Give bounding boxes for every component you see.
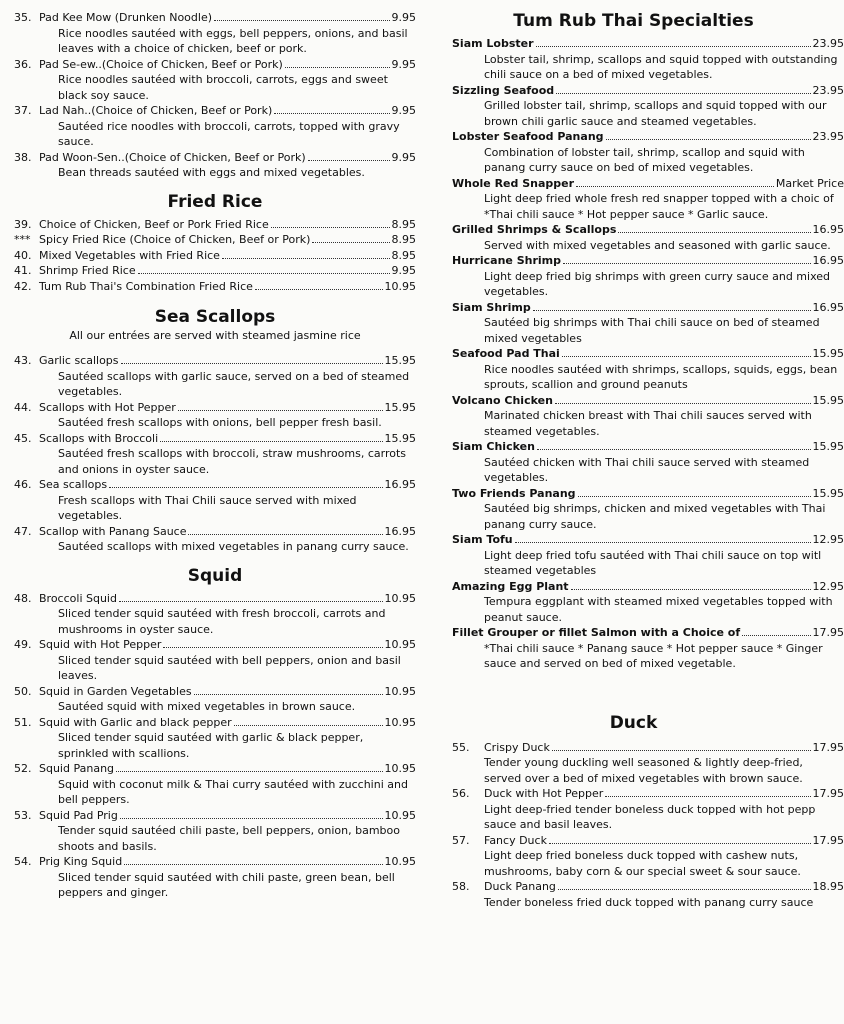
menu-item [14,279,416,295]
dot-leader [121,363,383,364]
menu-item [14,232,416,248]
dot-leader [618,232,810,233]
item-price: 10.95 [384,638,416,651]
fried-rice-list [14,217,416,295]
item-description: Light deep fried boneless duck topped with cashew nuts, mushrooms, baby corn & our special sweet & sour sauce. [484,849,801,878]
squid-list [14,591,416,901]
item-price: 10.95 [384,808,416,822]
menu-item [14,431,416,478]
menu-item [452,833,844,880]
menu-item [14,10,416,57]
item-description: Sautéed scallops with mixed vegetables in panang curry sauce. [58,540,409,553]
item-name: Shrimp Fried Rice [39,264,136,277]
item-name: Siam Chicken [452,440,535,453]
item-description: Sautéed big shrimps, chicken and mixed vegetables with Thai panang curry sauce. [484,502,826,531]
menu-item [452,346,844,393]
menu-item [452,625,844,672]
scallops-list [14,353,416,555]
item-number: 41. [14,264,32,277]
item-price: 15.95 [384,354,416,367]
menu-item [14,353,416,400]
item-price: 8.95 [391,217,416,231]
menu-item [14,248,416,264]
dot-leader [116,771,382,772]
item-name: Pad Se-ew..(Choice of Chicken, Beef or Pork) [39,57,283,71]
dot-leader [555,403,811,404]
menu-item [452,439,844,486]
section-title-squid: Squid [187,565,243,586]
item-price: 15.95 [812,440,844,453]
item-number: *** [14,233,31,246]
item-number: 47. [14,524,32,538]
item-number: 35. [14,11,32,24]
item-name: Siam Lobster [452,37,534,50]
item-price: 10.95 [384,591,416,605]
menu-item [14,854,416,901]
dot-leader [271,227,390,228]
item-number: 55. [452,740,470,754]
menu-item [14,524,416,555]
item-price: 15.95 [812,347,844,360]
item-name: Scallops with Hot Pepper [39,400,176,414]
menu-item [14,715,416,762]
dot-leader [605,796,810,797]
item-price: 9.95 [391,150,416,164]
item-number: 37. [14,104,32,117]
item-name: Squid with Hot Pepper [39,638,162,651]
item-price: 23.95 [812,130,844,143]
dot-leader [562,356,811,357]
item-description: *Thai chili sauce * Panang sauce * Hot pepper sauce * Ginger sauce and served on bed of mixed vegetable. [484,641,823,670]
item-name: Amazing Egg Plant [452,579,569,593]
item-description: Rice noodles sautéed with broccoli, carrots, eggs and sweet black soy sauce. [58,73,388,102]
item-price: 8.95 [391,233,416,246]
item-name: Pad Kee Mow (Drunken Noodle) [39,11,212,24]
item-price: 10.95 [384,855,416,868]
menu-item [14,477,416,524]
dot-leader [571,589,811,590]
item-price: 16.95 [812,300,844,314]
dot-leader [549,843,811,844]
item-price: 17.95 [812,833,844,847]
menu-item [14,684,416,715]
item-price: 10.95 [384,279,416,293]
menu-item [452,786,844,833]
item-name: Choice of Chicken, Beef or Pork Fried Rice [39,217,269,231]
dot-leader [194,694,383,695]
item-name: Whole Red Snapper [452,176,575,190]
item-price: 23.95 [812,83,844,97]
item-description: Tender boneless fried duck topped with panang curry sauce [484,895,814,909]
item-name: Spicy Fried Rice (Choice of Chicken, Beef or Pork) [39,233,311,246]
dot-leader [285,67,390,68]
item-description: Sautéed rice noodles with broccoli, carrots, topped with gravy sauce. [58,119,400,148]
duck-list [452,740,844,911]
dot-leader [119,601,383,602]
dot-leader [563,263,810,264]
dot-leader [222,258,390,259]
item-name: Sizzling Seafood [452,83,555,97]
item-description: Squid with coconut milk & Thai curry sautéed with zucchini and bell peppers. [58,777,408,806]
item-description: Combination of lobster tail, shrimp, scallop and squid with panang curry sauce on bed of mixed vegetables. [484,145,805,174]
section-title-sea-scallops: Sea Scallops [154,307,276,327]
item-description: Sliced tender squid sautéed with garlic & black pepper, sprinkled with scallions. [58,731,364,760]
item-description: Sautéed fresh scallops with broccoli, straw mushrooms, carrots and onions in oyster sauce. [58,447,407,476]
item-price: 15.95 [812,393,844,407]
item-name: Scallops with Broccoli [39,431,159,445]
item-name: Squid with Garlic and black pepper [39,715,232,729]
item-description: Tender young duckling well seasoned & lightly deep-fried, served over a bed of mixed vegetables with brown sauce. [484,756,803,785]
dot-leader [138,273,390,274]
item-number: 57. [452,833,470,847]
item-number: 54. [14,855,32,868]
menu-item [452,253,844,300]
dot-leader [214,20,390,21]
item-price: 17.95 [812,740,844,754]
item-price: Market Price [775,176,844,190]
item-number: 38. [14,150,32,164]
item-price: 12.95 [812,579,844,593]
item-description: Light deep-fried tender boneless duck topped with hot pepp sauce and basil leaves. [484,802,816,831]
menu-item [14,400,416,431]
dot-leader [308,160,390,161]
item-description: Sliced tender squid sautéed with bell peppers, onion and basil leaves. [58,653,401,682]
item-price: 9.95 [391,57,416,71]
item-description: Sautéed fresh scallops with onions, bell pepper fresh basil. [58,416,382,429]
item-name: Siam Tofu [452,533,513,546]
dot-leader [312,242,389,243]
item-number: 56. [452,787,470,800]
right-column [423,0,844,910]
item-name: Mixed Vegetables with Fried Rice [39,248,220,262]
item-number: 51. [14,715,32,729]
item-description: Sliced tender squid sautéed with chili paste, green bean, bell peppers and ginger. [58,870,395,899]
item-price: 9.95 [391,11,416,24]
item-name: Siam Shrimp [452,300,531,314]
item-description: Light deep fried tofu sautéed with Thai chili sauce on top witl steamed vegetables [484,548,822,577]
item-price: 12.95 [812,533,844,546]
menu-item [14,57,416,104]
dot-leader [160,441,382,442]
menu-item [452,486,844,533]
dot-leader [576,186,774,187]
item-description: Sautéed big shrimps with Thai chili sauce on bed of steamed mixed vegetables [484,316,820,345]
item-number: 48. [14,591,32,605]
item-number: 49. [14,638,32,651]
item-name: Crispy Duck [484,740,550,754]
menu-item [14,637,416,684]
item-description: Rice noodles sautéed with shrimps, scallops, squids, eggs, bean sprouts, scallion and ground peanuts [484,362,838,391]
item-price: 9.95 [391,104,416,117]
item-name: Sea scallops [39,478,108,491]
menu-item [452,579,844,626]
item-description: Grilled lobster tail, shrimp, scallops and squid topped with our brown chili garlic sauce and steamed vegetables. [484,99,827,128]
item-description: Light deep fried whole fresh red snapper topped with a choic of *Thai chili sauce * Hot pepper sauce * Garlic sauce. [484,192,834,221]
item-description: Served with mixed vegetables and seasoned with garlic sauce. [484,238,831,252]
item-description: Tempura eggplant with steamed mixed vegetables topped with peanut sauce. [484,595,833,624]
item-description: Fresh scallops with Thai Chili sauce served with mixed vegetables. [58,493,357,522]
item-price: 15.95 [384,400,416,414]
item-price: 18.95 [812,880,844,893]
item-price: 10.95 [384,715,416,729]
item-name: Squid Pad Prig [39,808,118,822]
item-description: Sautéed squid with mixed vegetables in brown sauce. [58,700,356,713]
dot-leader [109,487,382,488]
menu-item [452,393,844,440]
menu-item [14,263,416,279]
specialties-list [452,36,844,672]
item-number: 44. [14,400,32,414]
item-price: 10.95 [384,762,416,775]
noodles-list [14,10,416,181]
dot-leader [537,449,811,450]
item-name: Duck with Hot Pepper [484,787,604,800]
dot-leader [178,410,383,411]
item-number: 36. [14,57,32,71]
item-number: 53. [14,808,32,822]
item-description: Sautéed chicken with Thai chili sauce served with steamed vegetables. [484,455,810,484]
item-price: 15.95 [384,431,416,445]
item-number: 50. [14,684,32,698]
item-price: 16.95 [384,524,416,538]
dot-leader [163,647,382,648]
menu-item [452,740,844,787]
item-price: 16.95 [384,478,416,491]
menu-item [14,217,416,233]
item-name: Broccoli Squid [39,591,117,605]
section-title-fried-rice: Fried Rice [167,191,263,212]
menu-item [14,150,416,181]
item-name: Fancy Duck [484,833,547,847]
item-name: Pad Woon-Sen..(Choice of Chicken, Beef or Pork) [39,150,306,164]
section-note: All our entrées are served with steamed jasmine rice [69,329,361,342]
item-name: Squid Panang [39,762,115,775]
item-price: 15.95 [812,486,844,500]
item-name: Two Friends Panang [452,486,576,500]
menu-item [14,103,416,150]
item-name: Garlic scallops [39,354,119,367]
item-name: Volcano Chicken [452,393,553,407]
item-price: 10.95 [384,684,416,698]
item-price: 17.95 [812,626,844,639]
item-number: 43. [14,354,32,367]
item-name: Tum Rub Thai's Combination Fried Rice [39,279,253,293]
menu-item [452,129,844,176]
item-number: 58. [452,880,470,893]
item-name: Grilled Shrimps & Scallops [452,223,617,236]
item-name: Duck Panang [484,880,556,893]
dot-leader [124,864,382,865]
item-description: Rice noodles sautéed with eggs, bell peppers, onions, and basil leaves with a choice of chicken, beef or pork. [58,26,408,55]
item-number: 39. [14,217,32,231]
section-title-duck: Duck [609,712,658,733]
left-column [0,0,416,901]
menu-item [452,879,844,910]
item-name: Lobster Seafood Panang [452,130,604,143]
item-description: Lobster tail, shrimp, scallops and squid topped with outstanding chili sauce on a bed of mixed vegetables. [484,52,838,81]
menu-item [452,176,844,223]
menu-item [14,591,416,638]
dot-leader [188,534,382,535]
menu-item [452,83,844,130]
item-description: Sliced tender squid sautéed with fresh broccoli, carrots and mushrooms in oyster sauce. [58,607,386,636]
dot-leader [515,542,811,543]
item-price: 16.95 [812,254,844,267]
item-name: Fillet Grouper or fillet Salmon with a Choice of [452,626,741,639]
dot-leader [606,139,811,140]
menu-item [452,300,844,347]
section-title-specialties: Tum Rub Thai Specialties [513,11,754,31]
menu-item [452,532,844,579]
dot-leader [536,46,811,47]
dot-leader [742,635,810,636]
item-description: Light deep fried big shrimps with green curry sauce and mixed vegetables. [484,269,830,298]
dot-leader [556,93,810,94]
item-price: 9.95 [391,264,416,277]
item-price: 17.95 [812,787,844,800]
dot-leader [120,818,383,819]
item-price: 16.95 [812,223,844,236]
item-name: Lad Nah..(Choice of Chicken, Beef or Pork) [39,104,273,117]
item-number: 52. [14,762,32,775]
item-price: 8.95 [391,248,416,262]
item-description: Marinated chicken breast with Thai chili sauces served with steamed vegetables. [484,409,812,438]
menu-item [452,36,844,83]
item-name: Seafood Pad Thai [452,347,560,360]
dot-leader [234,725,383,726]
item-number: 40. [14,248,32,262]
item-price: 23.95 [812,37,844,50]
menu-item [14,808,416,855]
item-name: Hurricane Shrimp [452,254,562,267]
dot-leader [578,496,811,497]
dot-leader [274,113,389,114]
dot-leader [533,310,811,311]
item-number: 45. [14,431,32,445]
dot-leader [558,889,811,890]
menu-item [452,222,844,253]
item-name: Scallop with Panang Sauce [39,524,187,538]
item-description: Tender squid sautéed chili paste, bell peppers, onion, bamboo shoots and basils. [58,824,400,853]
menu-item [14,761,416,808]
item-description: Bean threads sautéed with eggs and mixed vegetables. [58,166,365,179]
item-description: Sautéed scallops with garlic sauce, served on a bed of steamed vegetables. [58,369,410,398]
item-number: 42. [14,279,32,293]
dot-leader [255,289,383,290]
item-number: 46. [14,478,32,491]
item-name: Squid in Garden Vegetables [39,684,192,698]
dot-leader [552,750,811,751]
item-name: Prig King Squid [39,855,123,868]
